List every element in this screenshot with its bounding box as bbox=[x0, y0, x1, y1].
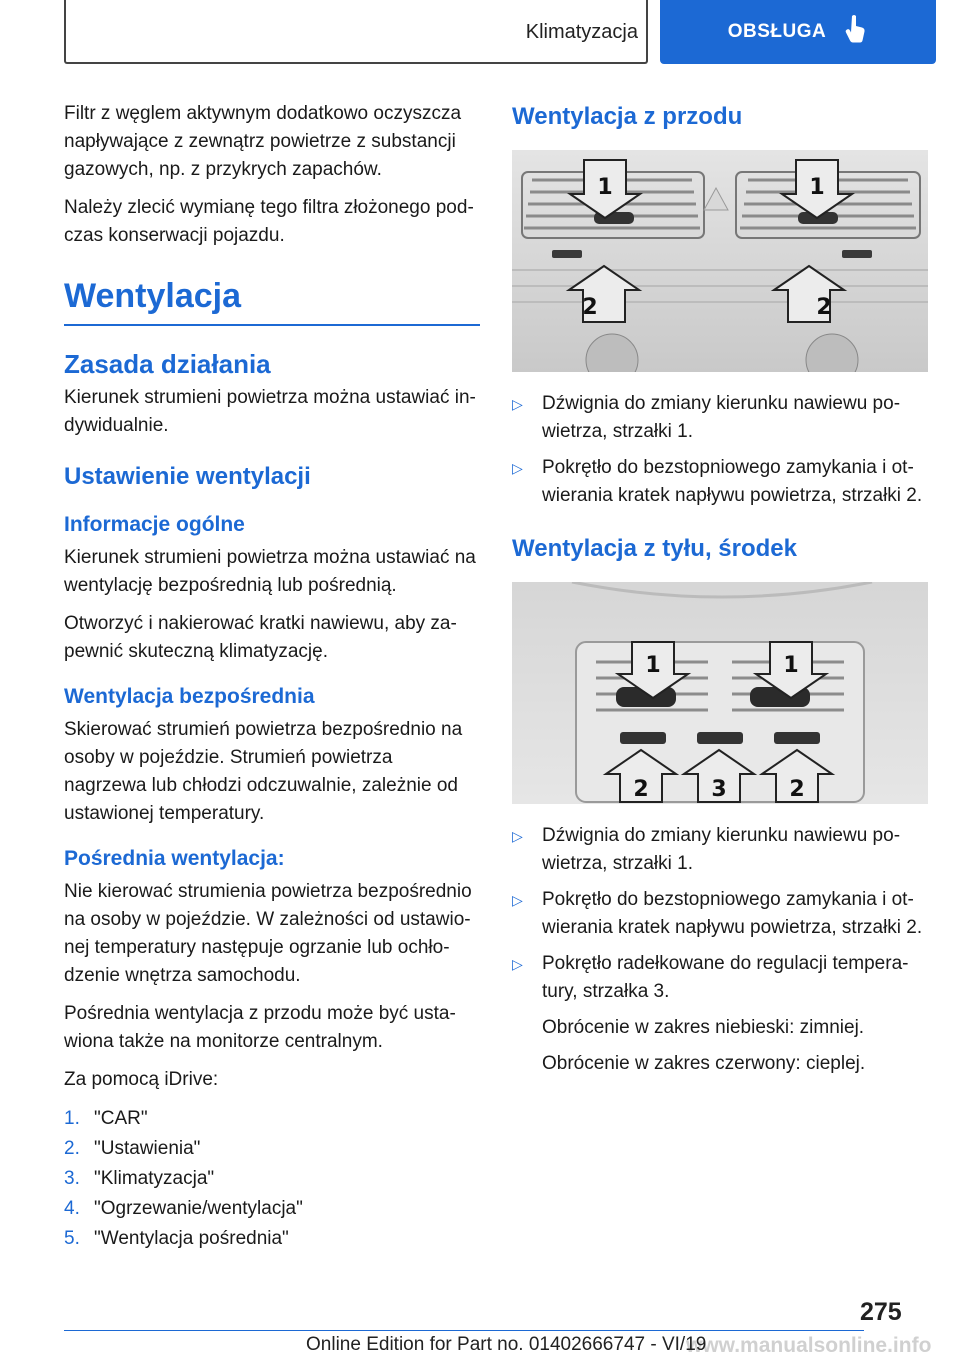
intro-paragraph-2: Należy zlecić wymianę tego filtra złożonego podczas konserwacji pojazdu. bbox=[64, 197, 474, 246]
heading-front: Wentylacja z przodu bbox=[512, 103, 743, 130]
list-item bbox=[512, 454, 928, 510]
bullet-text: Dźwignia do zmiany kierunku nawiewu powietrza, strzałki 1. bbox=[542, 393, 901, 442]
bullet-text: Pokrętło do bezstopniowego zamykania i otwierania kratek napływu powietrza, strzałki 2. bbox=[542, 457, 923, 506]
step-text: "Wentylacja pośrednia" bbox=[94, 1228, 289, 1249]
step-number: 2. bbox=[64, 1138, 80, 1159]
footer-edition: Online Edition for Part no. 01402666747 - VI/19 bbox=[306, 1334, 707, 1355]
intro-paragraph-1: Filtr z węglem aktywnym dodatkowo oczyszcza napływające z zewnątrz powietrze z substancji gazowych, np. z przykrych zapachów. bbox=[64, 103, 462, 180]
triangle-bullet-icon: ▷ bbox=[512, 956, 523, 972]
heading-rear: Wentylacja z tyłu, środek bbox=[512, 535, 797, 562]
triangle-bullet-icon: ▷ bbox=[512, 828, 523, 844]
rear-sub-paragraph-1: Obrócenie w zakres niebieski: zimniej. bbox=[542, 1017, 865, 1038]
tab-label: OBSŁUGA bbox=[727, 21, 827, 42]
front-bullets bbox=[512, 390, 928, 510]
step-text: "Klimatyzacja" bbox=[94, 1168, 215, 1189]
photo-label: 1 bbox=[645, 653, 661, 678]
list-item bbox=[512, 390, 928, 446]
photo-label: 3 bbox=[711, 777, 727, 802]
rear-bullets bbox=[512, 822, 928, 1006]
bullet-text: Dźwignia do zmiany kierunku nawiewu powietrza, strzałki 1. bbox=[542, 825, 901, 874]
step-number: 5. bbox=[64, 1228, 80, 1249]
front-vents-photo bbox=[512, 150, 928, 372]
indirect-paragraph-1: Nie kierować strumienia powietrza bezpośrednio na osoby w pojeździe. W zależności od ustawionej temperatury następuje ogrzanie lub ochłodzenie wnętrza samochodu. bbox=[64, 881, 472, 986]
list-item bbox=[64, 1104, 480, 1134]
photo-label: 2 bbox=[816, 295, 832, 320]
principle-paragraph: Kierunek strumieni powietrza można ustawiać indywidualnie. bbox=[64, 387, 476, 436]
right-column bbox=[512, 100, 928, 1086]
left-column bbox=[64, 100, 480, 1254]
heading-direct: Wentylacja bezpośrednia bbox=[64, 685, 315, 708]
photo-label: 2 bbox=[582, 295, 598, 320]
list-item bbox=[512, 822, 928, 878]
heading-setting: Ustawienie wentylacji bbox=[64, 463, 311, 490]
triangle-bullet-icon: ▷ bbox=[512, 396, 523, 412]
triangle-bullet-icon: ▷ bbox=[512, 460, 523, 476]
page-number: 275 bbox=[860, 1298, 902, 1326]
step-text: "Ustawienia" bbox=[94, 1138, 201, 1159]
photo-label: 1 bbox=[597, 175, 613, 200]
list-item bbox=[64, 1224, 480, 1254]
photo-label: 2 bbox=[633, 777, 649, 802]
idrive-paragraph: Za pomocą iDrive: bbox=[64, 1069, 219, 1090]
general-paragraph-2: Otworzyć i nakierować kratki nawiewu, aby zapewnić skuteczną klimatyzację. bbox=[64, 613, 457, 662]
bullet-text: Pokrętło do bezstopniowego zamykania i otwierania kratek napływu powietrza, strzałki 2. bbox=[542, 889, 923, 938]
step-number: 1. bbox=[64, 1108, 80, 1129]
section-title bbox=[64, 0, 638, 64]
step-text: "CAR" bbox=[94, 1108, 148, 1129]
rear-vents-photo bbox=[512, 582, 928, 804]
list-item bbox=[64, 1164, 480, 1194]
rear-sub-paragraph-2: Obrócenie w zakres czerwony: cieplej. bbox=[542, 1053, 866, 1074]
idrive-steps bbox=[64, 1104, 480, 1254]
direct-paragraph: Skierować strumień powietrza bezpośrednio na osoby w pojeździe. Strumień powietrza nagrzewa lub chłodzi odczuwalnie, zależnie od ustawionej temperatury. bbox=[64, 719, 463, 824]
list-item bbox=[64, 1194, 480, 1224]
photo-label: 1 bbox=[809, 175, 825, 200]
footer-divider bbox=[64, 1330, 864, 1331]
photo-label: 2 bbox=[789, 777, 805, 802]
heading-indirect: Pośrednia wentylacja: bbox=[64, 847, 285, 870]
step-number: 3. bbox=[64, 1168, 80, 1189]
heading-principle: Zasada działania bbox=[64, 349, 271, 379]
list-item bbox=[64, 1134, 480, 1164]
photo-label: 1 bbox=[783, 653, 799, 678]
section-title-text: Klimatyzacja bbox=[525, 20, 638, 43]
list-item bbox=[512, 950, 928, 1006]
heading-ventilation: Wentylacja bbox=[64, 274, 480, 326]
list-item bbox=[512, 886, 928, 942]
step-number: 4. bbox=[64, 1198, 80, 1219]
watermark: www.manualsonline.info bbox=[686, 1334, 932, 1357]
heading-general: Informacje ogólne bbox=[64, 513, 245, 536]
general-paragraph-1: Kierunek strumieni powietrza można ustawiać na wentylację bezpośrednią lub pośrednią. bbox=[64, 547, 476, 596]
hand-pointer-icon bbox=[844, 14, 868, 50]
step-text: "Ogrzewanie/wentylacja" bbox=[94, 1198, 303, 1219]
indirect-paragraph-2: Pośrednia wentylacja z przodu może być ustawiona także na monitorze centralnym. bbox=[64, 1003, 456, 1052]
triangle-bullet-icon: ▷ bbox=[512, 892, 523, 908]
tab-obsluga[interactable] bbox=[660, 0, 936, 64]
bullet-text: Pokrętło radełkowane do regulacji temperatury, strzałka 3. bbox=[542, 953, 909, 1002]
